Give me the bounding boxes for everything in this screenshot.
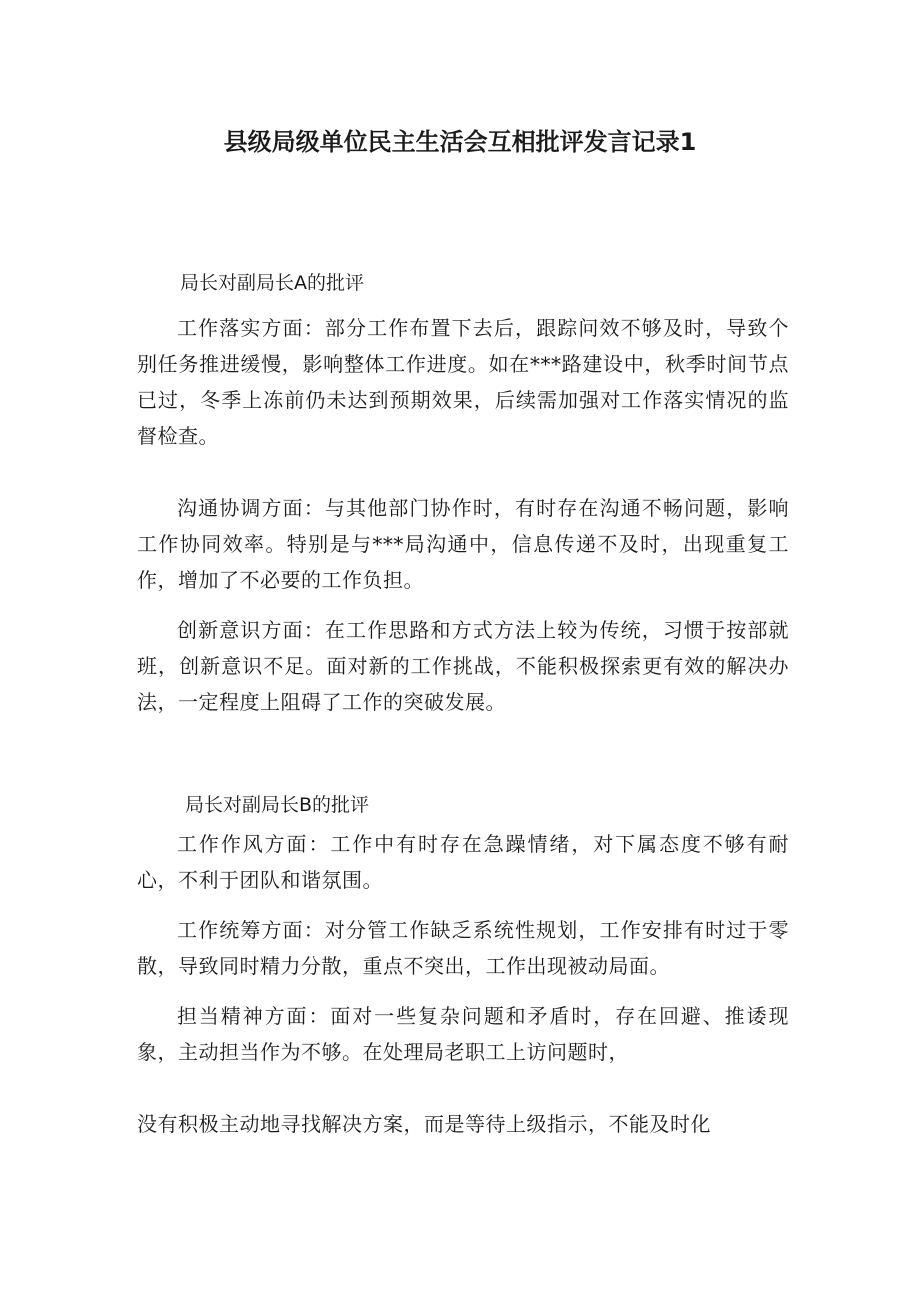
- paragraph-b2: 工作统筹方面：对分管工作缺乏系统性规划，工作安排有时过于零散，导致同时精力分散，重点不突出，工作出现被动局面。: [137, 918, 789, 978]
- paragraph-a2: 沟通协调方面：与其他部门协作时，有时存在沟通不畅问题，影响工作协同效率。特别是与***局沟通中，信息传递不及时，出现重复工作，增加了不必要的工作负担。: [137, 496, 789, 592]
- section-heading-b: 局长对副局长B的批评: [185, 794, 370, 816]
- section-heading-a: 局长对副局长A的批评: [180, 272, 364, 294]
- paragraph-continuation: 没有积极主动地寻找解决方案，而是等待上级指示，不能及时化: [137, 1112, 711, 1136]
- paragraph-b1: 工作作风方面：工作中有时存在急躁情绪，对下属态度不够有耐心，不利于团队和谐氛围。: [137, 832, 789, 892]
- paragraph-a3: 创新意识方面：在工作思路和方式方法上较为传统，习惯于按部就班，创新意识不足。面对新的工作挑战，不能积极探索更有效的解决办法，一定程度上阻碍了工作的突破发展。: [137, 618, 789, 714]
- paragraph-b3: 担当精神方面：面对一些复杂问题和矛盾时，存在回避、推诿现象，主动担当作为不够。在处理局老职工上访问题时，: [137, 1004, 789, 1064]
- paragraph-a1: 工作落实方面：部分工作布置下去后，跟踪问效不够及时，导致个别任务推进缓慢，影响整体工作进度。如在***路建设中，秋季时间节点已过，冬季上冻前仍未达到预期效果，后续需加强对工作落实情况的监督检查。: [137, 316, 789, 448]
- document-title: 县级局级单位民主生活会互相批评发言记录1: [223, 128, 697, 156]
